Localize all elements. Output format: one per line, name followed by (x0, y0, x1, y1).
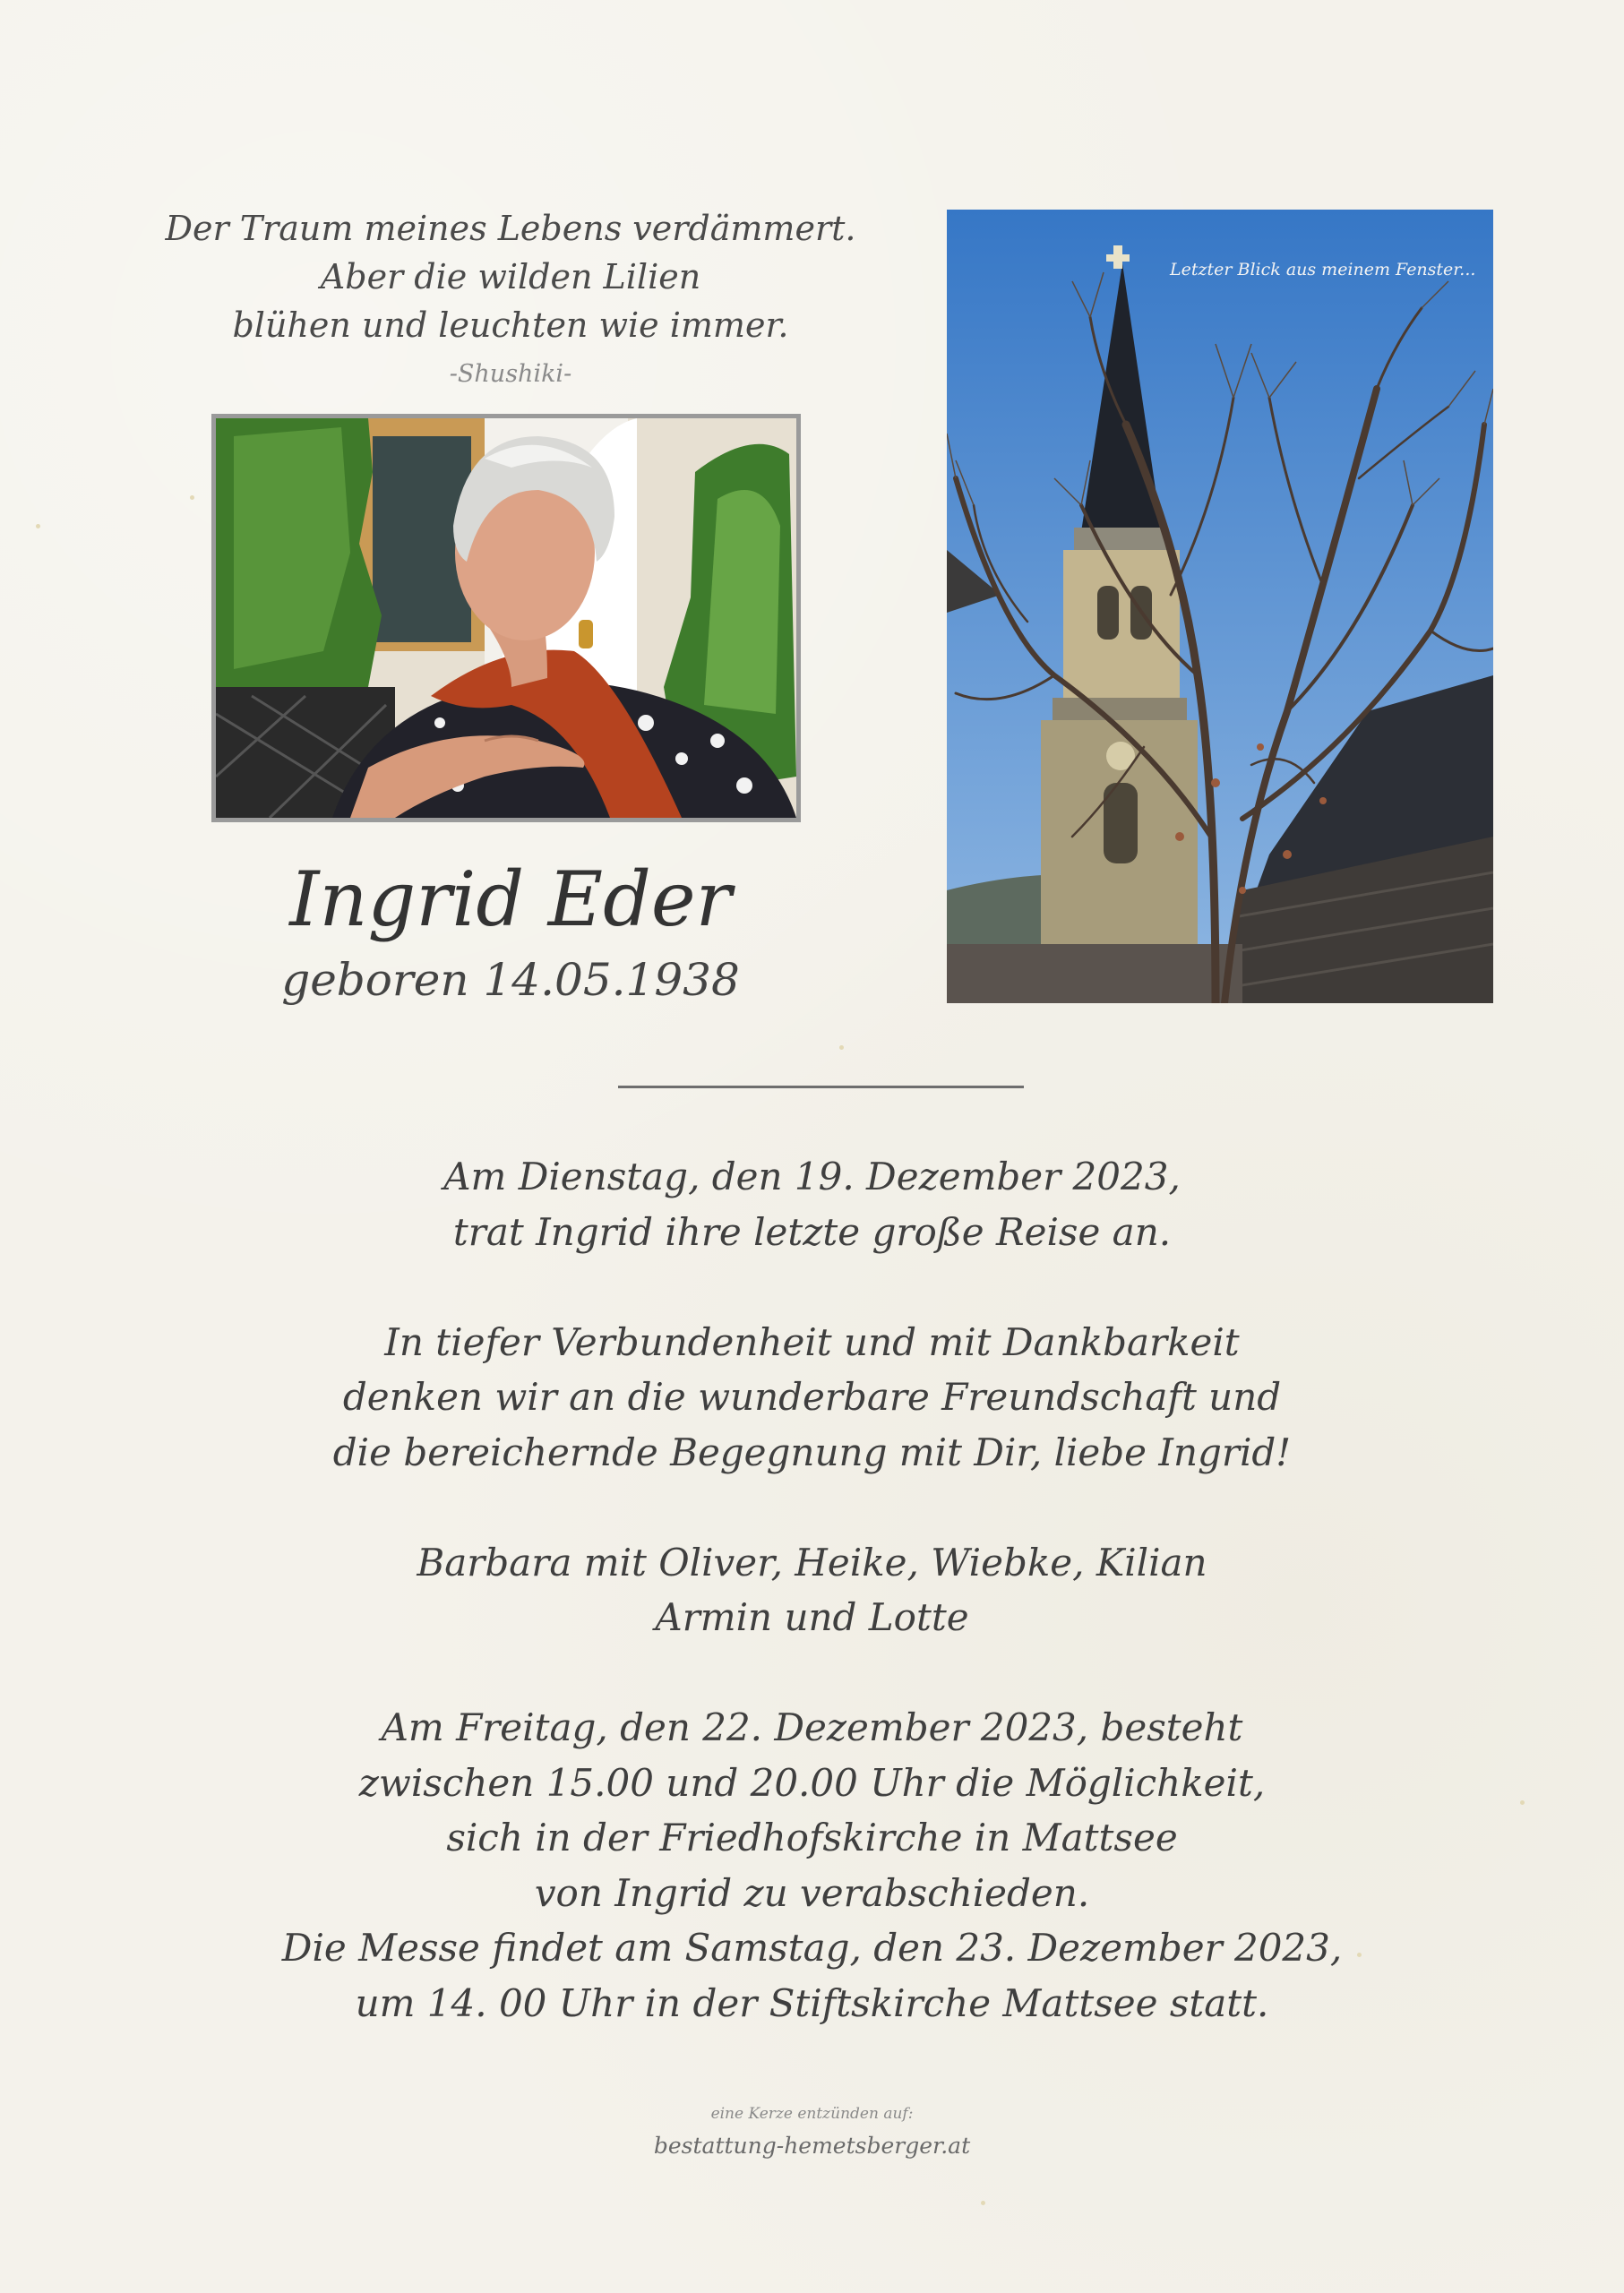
ceremony-line: zwischen 15.00 und 20.00 Uhr die Möglichkeit, (358, 1760, 1266, 1805)
mourners-line: Armin und Lotte (655, 1595, 969, 1639)
paper-speck (36, 524, 40, 528)
poem-quote (134, 204, 887, 349)
announcement-line: die bereichernde Begegnung mit Dir, liebe Ingrid! (332, 1430, 1292, 1474)
mourners-line: Barbara mit Oliver, Heike, Wiebke, Kilian (417, 1540, 1207, 1584)
website-link[interactable]: bestattung-hemetsberger.at (653, 2133, 971, 2159)
ceremony-line: Die Messe findet am Samstag, den 23. Dezember 2023, (281, 1926, 1343, 1970)
church-image (947, 210, 1493, 1003)
church-photo (947, 210, 1493, 1003)
quote-line: Aber die wilden Lilien (320, 257, 701, 296)
ceremony-line: um 14. 00 Uhr in der Stiftskirche Mattsee statt. (355, 1980, 1269, 2025)
paper-speck (1520, 1800, 1525, 1805)
paper-speck (190, 495, 194, 500)
paper-speck (839, 1045, 844, 1050)
birth-date: geboren 14.05.1938 (281, 954, 740, 1006)
quote-line: blühen und leuchten wie immer. (232, 305, 789, 345)
portrait-photo (211, 414, 801, 822)
announcement-text (179, 1149, 1445, 2031)
paper-speck (981, 2201, 985, 2205)
candle-text: eine Kerze entzünden auf: (710, 2105, 914, 2123)
portrait-image (216, 418, 796, 818)
announcement-line: trat Ingrid ihre letzte große Reise an. (452, 1209, 1172, 1254)
ceremony-line: Am Freitag, den 22. Dezember 2023, besteht (381, 1705, 1243, 1749)
divider-line (618, 1086, 1024, 1088)
announcement-line: denken wir an die wunderbare Freundschaft und (342, 1375, 1282, 1419)
church-photo-caption: Letzter Blick aus meinem Fenster... (1170, 260, 1476, 279)
deceased-name: Ingrid Eder (289, 855, 732, 943)
announcement-line: Am Dienstag, den 19. Dezember 2023, (443, 1155, 1181, 1198)
announcement-line: In tiefer Verbundenheit und mit Dankbarkeit (384, 1319, 1240, 1364)
ceremony-line: sich in der Friedhofskirche in Mattsee (446, 1816, 1178, 1859)
quote-author: -Shushiki- (449, 360, 572, 388)
ceremony-line: von Ingrid zu verabschieden. (534, 1870, 1090, 1915)
quote-line: Der Traum meines Lebens verdämmert. (165, 209, 856, 248)
